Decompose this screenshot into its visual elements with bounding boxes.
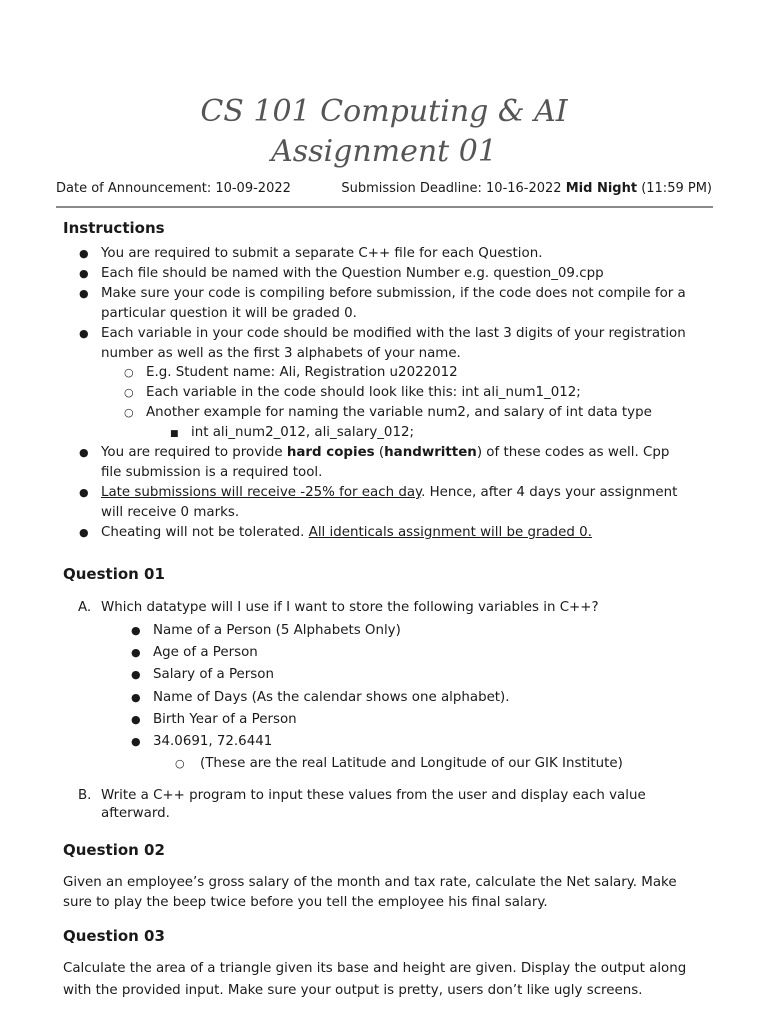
question-03-heading: Question 03 [63,927,165,945]
datatype-item: Age of a Person [153,645,258,660]
datatype-item: Name of a Person (5 Alphabets Only) [153,623,401,638]
datatype-item: Salary of a Person [153,667,274,682]
part-b-label: B. [78,788,92,803]
text-run: Cheating will not be tolerated. [101,525,309,540]
handwritten-bold: handwritten [384,445,477,460]
text-run: ) of these codes as well. Cpp [476,445,670,460]
circle-bullet-icon: ○ [124,406,134,419]
deadline-bold: Mid Night [565,181,638,196]
announcement-date: Date of Announcement: 10-09-2022 [56,181,291,196]
sub-sub-item: int ali_num2_012, ali_salary_012; [191,425,415,440]
part-a-text: Which datatype will I use if I want to store the following variables in C++? [101,600,599,615]
circle-bullet-icon: ○ [124,386,134,399]
question-03-text-cont: with the provided input. Make sure your output is pretty, users don’t like ugly screens. [63,983,643,998]
sub-item: Another example for naming the variable num2, and salary of int data type [146,405,652,420]
datatype-item: Name of Days (As the calendar shows one alphabet). [153,690,510,705]
title-assignment: Assignment 01 [271,134,497,169]
circle-bullet-icon: ○ [124,366,134,379]
instruction-item [101,483,677,503]
header-divider [56,206,713,208]
bullet-icon: ● [79,267,89,280]
question-03-text: Calculate the area of a triangle given its base and height are given. Display the output along [63,961,687,976]
instructions-heading: Instructions [63,219,165,237]
datatype-item: Birth Year of a Person [153,712,297,727]
instruction-item: You are required to submit a separate C++ file for each Question. [101,246,543,261]
part-b-text: Write a C++ program to input these values from the user and display each value [101,788,646,803]
datatype-sub-item: (These are the real Latitude and Longitude of our GIK Institute) [200,756,623,771]
instruction-item: Each variable in your code should be modified with the last 3 digits of your registration [101,326,686,341]
bullet-icon: ● [131,668,141,681]
bullet-icon: ● [131,646,141,659]
instruction-item-cont: file submission is a required tool. [101,465,323,480]
square-bullet-icon: ■ [170,429,179,439]
deadline-prefix: Submission Deadline: 10-16-2022 [341,181,566,196]
deadline-suffix: (11:59 PM) [637,181,712,196]
sub-item: Each variable in the code should look like this: int ali_num1_012; [146,385,581,400]
cheating-policy-underlined: All identicals assignment will be graded 0. [308,525,592,540]
bullet-icon: ● [79,247,89,260]
question-02-text-cont: sure to play the beep twice before you tell the employee his final salary. [63,895,548,910]
question-01-heading: Question 01 [63,565,165,583]
instruction-item: Each file should be named with the Question Number e.g. question_09.cpp [101,266,604,281]
submission-deadline [341,181,712,196]
bullet-icon: ● [131,735,141,748]
bullet-icon: ● [79,526,89,539]
late-policy-underlined: Late submissions will receive -25% for each day [101,485,422,500]
datatype-item: 34.0691, 72.6441 [153,734,273,749]
instruction-item [101,523,592,543]
title-course: CS 101 Computing & AI [200,94,568,129]
part-a-label: A. [78,600,92,615]
bullet-icon: ● [79,287,89,300]
bullet-icon: ● [131,624,141,637]
instruction-item-cont: will receive 0 marks. [101,505,240,520]
instruction-item-cont: number as well as the first 3 alphabets of your name. [101,346,461,361]
sub-item: E.g. Student name: Ali, Registration u2022012 [146,365,458,380]
hard-copies-bold: hard copies [286,445,375,460]
instruction-item: Make sure your code is compiling before submission, if the code does not compile for a [101,286,686,301]
question-02-text: Given an employee’s gross salary of the month and tax rate, calculate the Net salary. Make [63,875,677,890]
bullet-icon: ● [131,691,141,704]
instruction-item [101,443,669,463]
bullet-icon: ● [79,446,89,459]
question-02-heading: Question 02 [63,841,165,859]
text-run: You are required to provide [101,445,287,460]
text-run: . Hence, after 4 days your assignment [421,485,678,500]
bullet-icon: ● [79,327,89,340]
text-run: ( [374,445,385,460]
circle-bullet-icon: ○ [175,757,185,770]
instruction-item-cont: particular question it will be graded 0. [101,306,357,321]
part-b-text-cont: afterward. [101,806,170,821]
bullet-icon: ● [79,486,89,499]
bullet-icon: ● [131,713,141,726]
